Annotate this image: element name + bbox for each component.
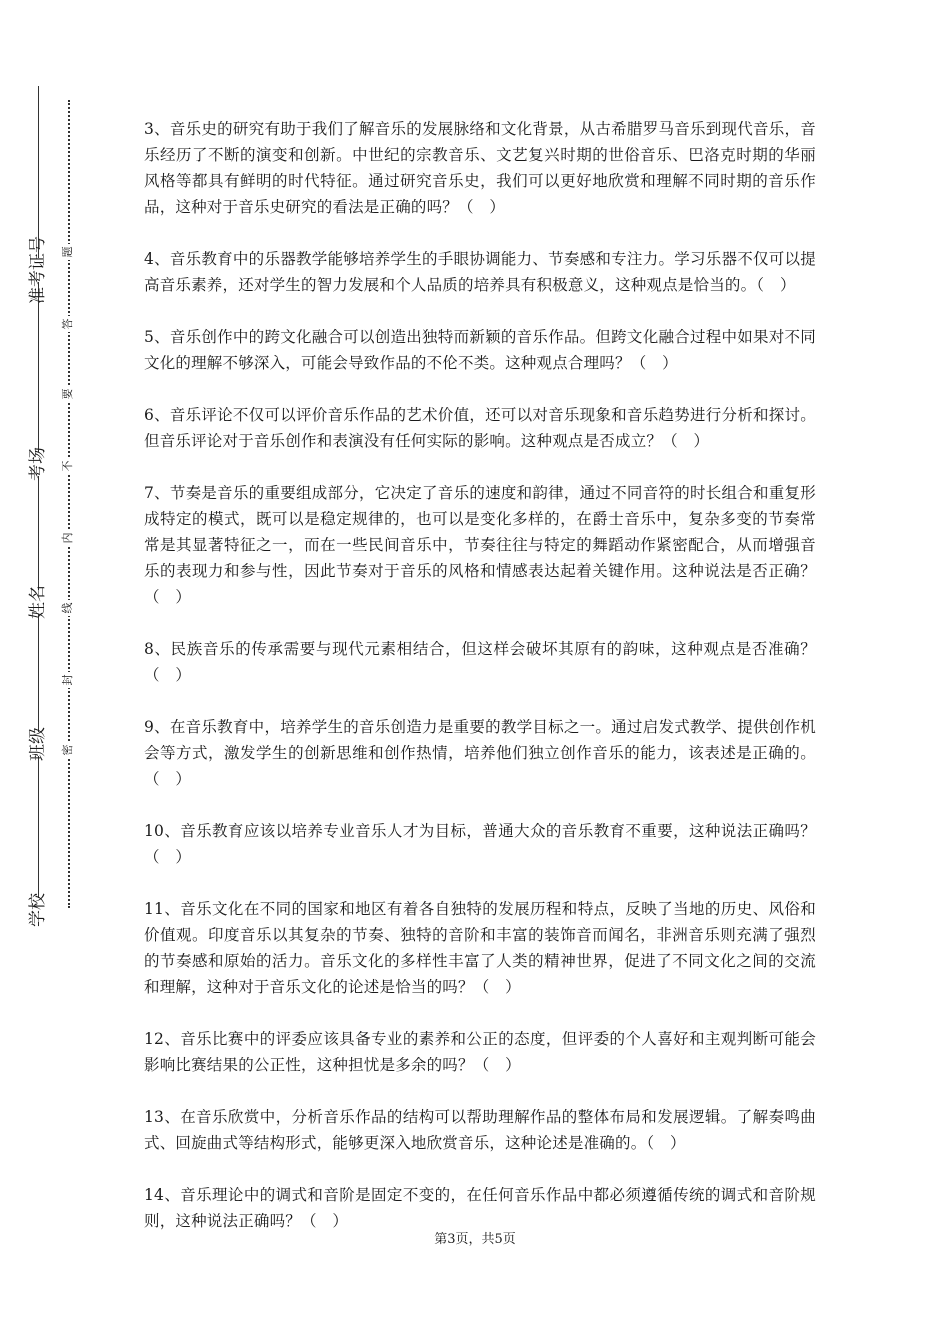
question-10: 10、音乐教育应该以培养专业音乐人才为目标，普通大众的音乐教育不重要，这种说法正确吗？（ ） <box>144 822 816 866</box>
seal-char: 答 <box>60 316 76 332</box>
binding-solid-line <box>38 86 39 926</box>
question-9: 9、在音乐教育中，培养学生的音乐创造力是重要的教学目标之一。通过启发式教学、提供创作机会等方式，激发学生的创新思维和创作热情，培养他们独立创作音乐的能力，该表述是正确的。（ ） <box>144 718 816 788</box>
question-13: 13、在音乐欣赏中，分析音乐作品的结构可以帮助理解作品的整体布局和发展逻辑。了解奏鸣曲式、回旋曲式等结构形式，能够更深入地欣赏音乐，这种论述是准确的。（ ） <box>144 1108 816 1152</box>
seal-char: 题 <box>60 244 76 260</box>
field-label-class: 班级 <box>28 727 48 761</box>
seal-char: 封 <box>60 672 76 688</box>
question-6: 6、音乐评论不仅可以评价音乐作品的艺术价值，还可以对音乐现象和音乐趋势进行分析和探讨。但音乐评论对于音乐创作和表演没有任何实际的影响。这种观点是否成立？（ ） <box>144 406 816 450</box>
question-4: 4、音乐教育中的乐器教学能够培养学生的手眼协调能力、节奏感和专注力。学习乐器不仅可以提高音乐素养，还对学生的智力发展和个人品质的培养具有积极意义，这种观点是恰当的。（ ） <box>144 250 816 294</box>
binding-seal-line <box>68 100 70 908</box>
question-3: 3、音乐史的研究有助于我们了解音乐的发展脉络和文化背景，从古希腊罗马音乐到现代音乐，音乐经历了不断的演变和创新。中世纪的宗教音乐、文艺复兴时期的世俗音乐、巴洛克时期的华丽风格等都具有鲜明的时代特征。通过研究音乐史，我们可以更好地欣赏和理解不同时期的音乐作品，这种对于音乐史研究的看法是正确的吗？（ ） <box>144 120 816 216</box>
seal-char: 线 <box>60 600 76 616</box>
seal-char: 内 <box>60 530 76 546</box>
question-14: 14、音乐理论中的调式和音阶是固定不变的，在任何音乐作品中都必须遵循传统的调式和音阶规则，这种说法正确吗？（ ） <box>144 1186 816 1230</box>
page-footer: 第3页，共5页 <box>434 1232 516 1247</box>
field-label-admission-number: 准考证号 <box>28 236 48 304</box>
question-11: 11、音乐文化在不同的国家和地区有着各自独特的发展历程和特点，反映了当地的历史、风俗和价值观。印度音乐以其复杂的节奏、独特的音阶和丰富的装饰音而闻名，非洲音乐则充满了强烈的节奏感和原始的活力。音乐文化的多样性丰富了人类的精神世界，促进了不同文化之间的交流和理解，这种对于音乐文化的论述是恰当的吗？（ ） <box>144 900 816 996</box>
field-label-school: 学校 <box>28 893 48 927</box>
seal-char: 不 <box>60 458 76 474</box>
question-7: 7、节奏是音乐的重要组成部分，它决定了音乐的速度和韵律，通过不同音符的时长组合和重复形成特定的模式，既可以是稳定规律的，也可以是变化多样的，在爵士音乐中，复杂多变的节奏常常是其显著特征之一，而在一些民间音乐中，节奏往往与特定的舞蹈动作紧密配合，从而增强音乐的表现力和参与性，因此节奏对于音乐的风格和情感表达起着关键作用。这种说法是否正确？（ ） <box>144 484 816 606</box>
question-12: 12、音乐比赛中的评委应该具备专业的素养和公正的态度，但评委的个人喜好和主观判断可能会影响比赛结果的公正性，这种担忧是多余的吗？（ ） <box>144 1030 816 1074</box>
question-list <box>144 116 816 1260</box>
field-label-exam-room: 考场 <box>28 447 48 481</box>
question-5: 5、音乐创作中的跨文化融合可以创造出独特而新颖的音乐作品。但跨文化融合过程中如果对不同文化的理解不够深入，可能会导致作品的不伦不类。这种观点合理吗？（ ） <box>144 328 816 372</box>
field-label-name: 姓名 <box>28 585 48 619</box>
seal-char: 要 <box>60 386 76 402</box>
question-8: 8、民族音乐的传承需要与现代元素相结合，但这样会破坏其原有的韵味，这种观点是否准确？（ ） <box>144 640 816 684</box>
seal-char: 密 <box>60 742 76 758</box>
